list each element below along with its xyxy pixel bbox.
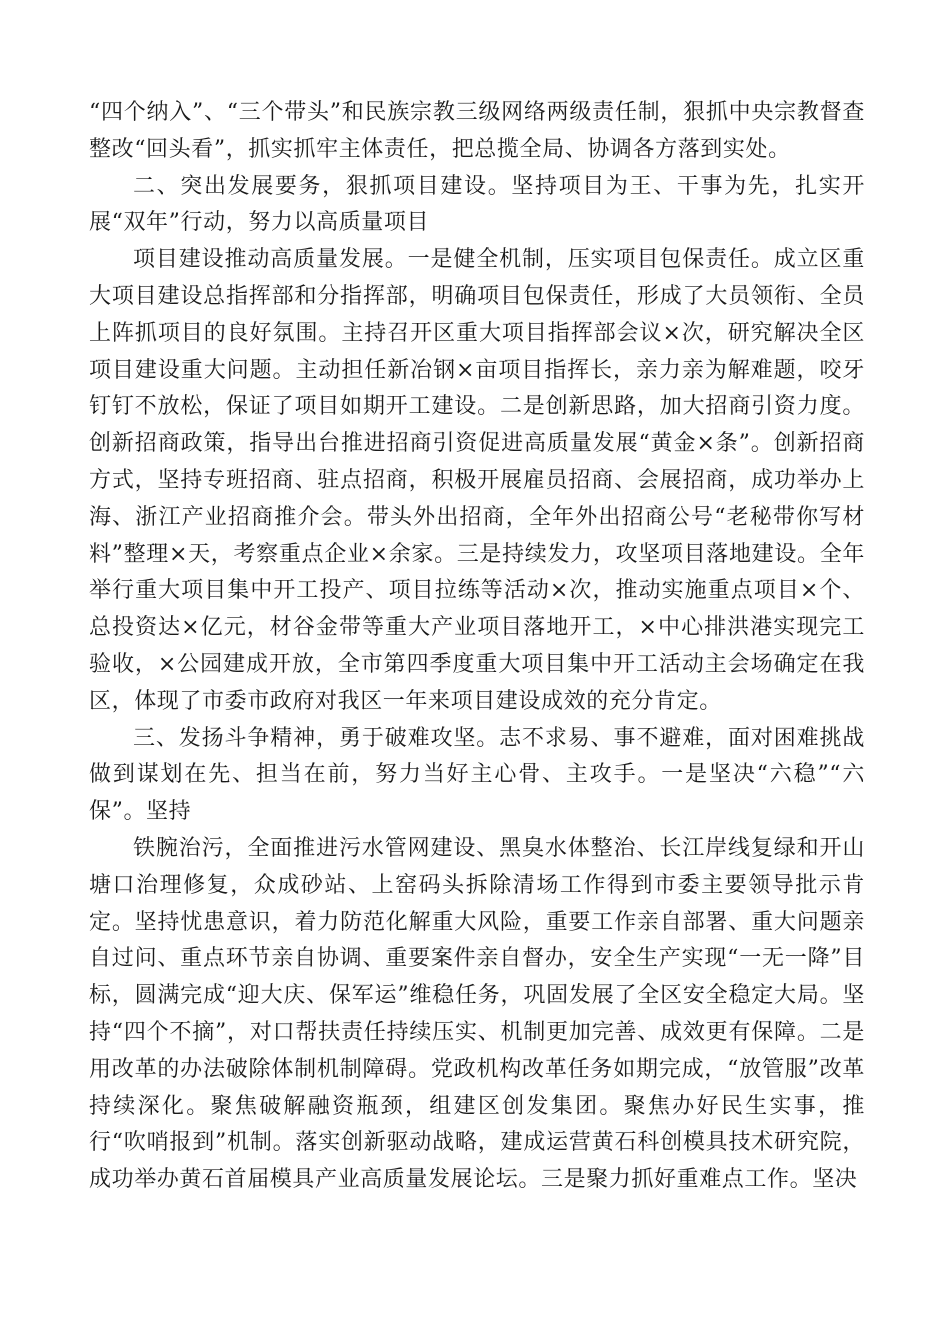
paragraph-pollution-control: 铁腕治污，全面推进污水管网建设、黑臭水体整治、长江岸线复绿和开山塘口治理修复，众成砂站、上窑码头拆除清场工作得到市委主要领导批示肯定。坚持忧患意识，着力防范化解重大风险，重要工作亲自部署、重大问题亲自过问、重点环节亲自协调、重要案件亲自督办，安全生产实现“一无一降”目标，圆满完成“迎大庆、保军运”维稳任务，巩固发展了全区安全稳定大局。坚持“四个不摘”，对口帮扶责任持续压实、机制更加完善、成效更有保障。二是用改革的办法破除体制机制障碍。党政机构改革任务如期完成，“放管服”改革持续深化。聚焦破解融资瓶颈，组建区创发集团。聚焦办好民生实事，推行“吹哨报到”机制。落实创新驱动战略，建成运营黄石科创模具技术研究院，成功举办黄石首届模具产业高质量发展论坛。三是聚力抓好重难点工作。坚决 [89, 835, 865, 1193]
paragraph-section-two-heading: 二、突出发展要务，狠抓项目建设。坚持项目为王、干事为先，扎实开展“双年”行动，努力以高质量项目 [89, 173, 865, 236]
document-page [89, 95, 865, 1199]
paragraph-continuation: “四个纳入”、“三个带头”和民族宗教三级网络两级责任制，狠抓中央宗教督查整改“回头看”，抓实抓牢主体责任，把总揽全局、协调各方落到实处。 [89, 100, 865, 162]
paragraph-section-three-heading: 三、发扬斗争精神，勇于破难攻坚。志不求易、事不避难，面对困难挑战做到谋划在先、担当在前，努力当好主心骨、主攻手。一是坚决“六稳”“六保”。坚持 [89, 725, 865, 825]
paragraph-project-construction: 项目建设推动高质量发展。一是健全机制，压实项目包保责任。成立区重大项目建设总指挥部和分指挥部，明确项目包保责任，形成了大员领衔、全员上阵抓项目的良好氛围。主持召开区重大项目指挥部会议×次，研究解决全区项目建设重大问题。主动担任新冶钢×亩项目指挥长，亲力亲为解难题，咬牙钉钉不放松，保证了项目如期开工建设。二是创新思路，加大招商引资力度。创新招商政策，指导出台推进招商引资促进高质量发展“黄金×条”。创新招商方式，坚持专班招商、驻点招商，积极开展雇员招商、会展招商，成功举办上海、浙江产业招商推介会。带头外出招商，全年外出招商公号“老秘带你写材料”整理×天，考察重点企业×余家。三是持续发力，攻坚项目落地建设。全年举行重大项目集中开工投产、项目拉练等活动×次，推动实施重点项目×个、总投资达×亿元，材谷金带等重大产业项目落地开工，×中心排洪港实现完工验收，×公园建成开放，全市第四季度重大项目集中开工活动主会场确定在我区，体现了市委市政府对我区一年来项目建设成效的充分肯定。 [89, 247, 865, 714]
